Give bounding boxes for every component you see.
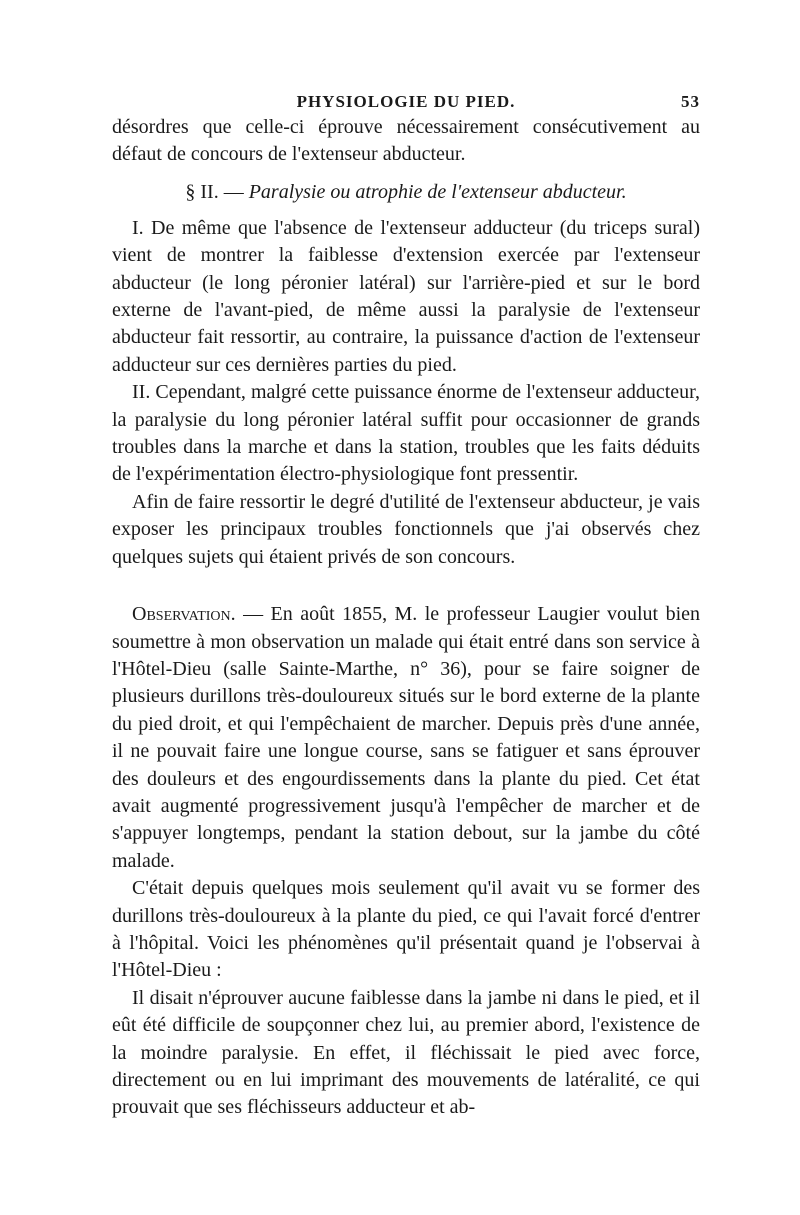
page-number: 53 [681,92,700,111]
observation-paragraph [112,601,700,875]
running-title: PHYSIOLOGIE DU PIED. [296,92,516,111]
page-header [112,92,700,114]
observation-label: Observation. [132,603,236,626]
paragraph-2: II. Cependant, malgré cette puissance énorme de l'extenseur adducteur, la paralysie du long péronier latéral suffit pour occasionner de grands troubles dans la marche et dans la station, troubles que les faits déduits de l'expérimentation électro-physiologique font pressentir. [112,381,700,486]
paragraph-3: Afin de faire ressortir le degré d'utilité de l'extenseur abducteur, je vais exposer les principaux troubles fonctionnels que j'ai observés chez quelques sujets qui étaient privés de son concours. [112,490,700,568]
book-page [112,92,700,1122]
paragraph-continuation: désordres que celle-ci éprouve nécessairement consécutivement au défaut de concours de l'extenseur abducteur. [112,116,700,166]
section-number: § II. — [185,180,244,203]
paragraph-5: C'était depuis quelques mois seulement qu'il avait vu se former des durillons très-douloureux à la plante du pied, ce qui l'avait forcé d'entrer à l'hôpital. Voici les phénomènes qu'il présentait quand je l'observai à l'Hôtel-Dieu : [112,877,700,982]
section-title: Paralysie ou atrophie de l'extenseur abducteur. [248,180,627,203]
paragraph-gap [112,571,700,601]
paragraph-1: I. De même que l'absence de l'extenseur adducteur (du triceps sural) vient de montrer la faiblesse d'extension exercée par l'extenseur abducteur (le long péronier latéral) sur l'arrière-pied et sur le bord externe de l'avant-pied, de même aussi la paralysie de l'extenseur abducteur fait ressortir, au contraire, la puissance d'action de l'extenseur adducteur sur ces dernières parties du pied. [112,216,700,376]
observation-text: — En août 1855, M. le professeur Laugier voulut bien soumettre à mon observation un malade qui était entré dans son service à l'Hôtel-Dieu (salle Sainte-Marthe, n° 36), pour se faire soigner de plusieurs durillons très-douloureux situés sur le bord externe de la plante du pied droit, et qui l'empêchaient de marcher. Depuis près d'une année, il ne pouvait faire une longue course, sans se fatiguer et sans éprouver des douleurs et des engourdissements dans la plante du pied. Cet état avait augmenté progressivement jusqu'à l'empêcher de marcher et de s'appuyer longtemps, pendant la station debout, sur la jambe du côté malade. [112,603,700,872]
paragraph-6: Il disait n'éprouver aucune faiblesse dans la jambe ni dans le pied, et il eût été difficile de soupçonner chez lui, au premier abord, l'existence de la moindre paralysie. En effet, il fléchissait le pied avec force, directement ou en lui imprimant des mouvements de latéralité, ce qui prouvait que ses fléchisseurs adducteur et ab- [112,986,700,1119]
section-heading [112,179,700,206]
body-text [112,114,700,1122]
